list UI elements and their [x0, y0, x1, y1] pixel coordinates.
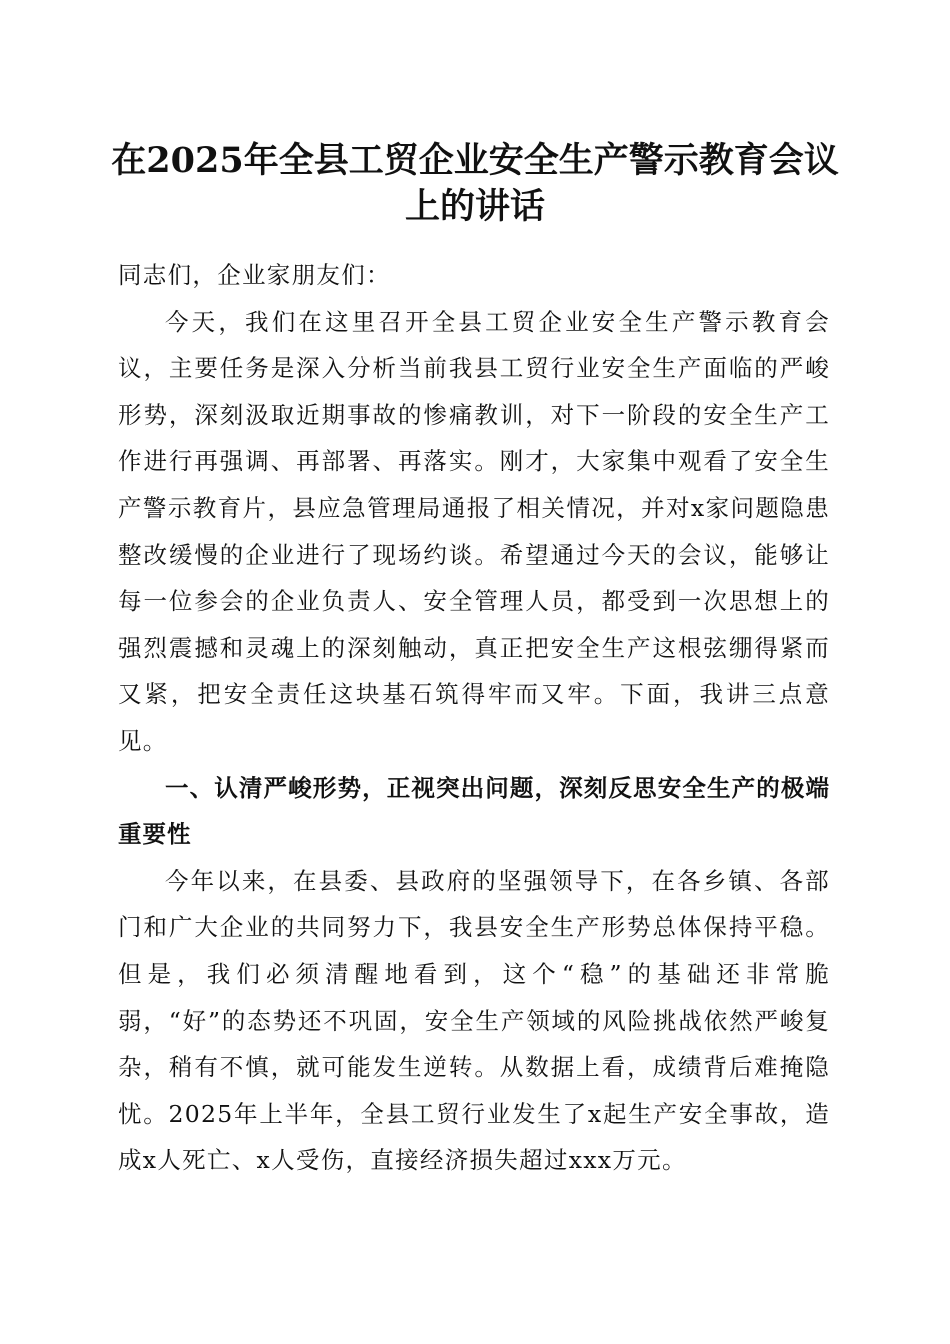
- document-title: 在2025年全县工贸企业安全生产警示教育会议上的讲话: [111, 140, 839, 227]
- paragraph-situation: 今年以来，在县委、县政府的坚强领导下，在各乡镇、各部门和广大企业的共同努力下，我县安全生产形势总体保持平稳。但是，我们必须清醒地看到，这个“稳”的基础还非常脆弱，“好”的态势还不巩固，安全生产领域的风险挑战依然严峻复杂，稍有不慎，就可能发生逆转。从数据上看，成绩背后难掩隐忧。2025年上半年，全县工贸行业发生了x起生产安全事故，造成x人死亡、x人受伤，直接经济损失超过xxx万元。: [118, 866, 830, 1175]
- document-body: [118, 252, 830, 1184]
- salutation: 同志们，企业家朋友们：: [118, 261, 391, 289]
- paragraph-intro: 今天，我们在这里召开全县工贸企业安全生产警示教育会议，主要任务是深入分析当前我县工贸行业安全生产面临的严峻形势，深刻汲取近期事故的惨痛教训，对下一阶段的安全生产工作进行再强调、再部署、再落实。刚才，大家集中观看了安全生产警示教育片，县应急管理局通报了相关情况，并对x家问题隐患整改缓慢的企业进行了现场约谈。希望通过今天的会议，能够让每一位参会的企业负责人、安全管理人员，都受到一次思想上的强烈震撼和灵魂上的深刻触动，真正把安全生产这根弦绷得紧而又紧，把安全责任这块基石筑得牢而又牢。下面，我讲三点意见。: [118, 307, 830, 755]
- section-heading-1: 一、认清严峻形势，正视突出问题，深刻反思安全生产的极端重要性: [118, 773, 830, 849]
